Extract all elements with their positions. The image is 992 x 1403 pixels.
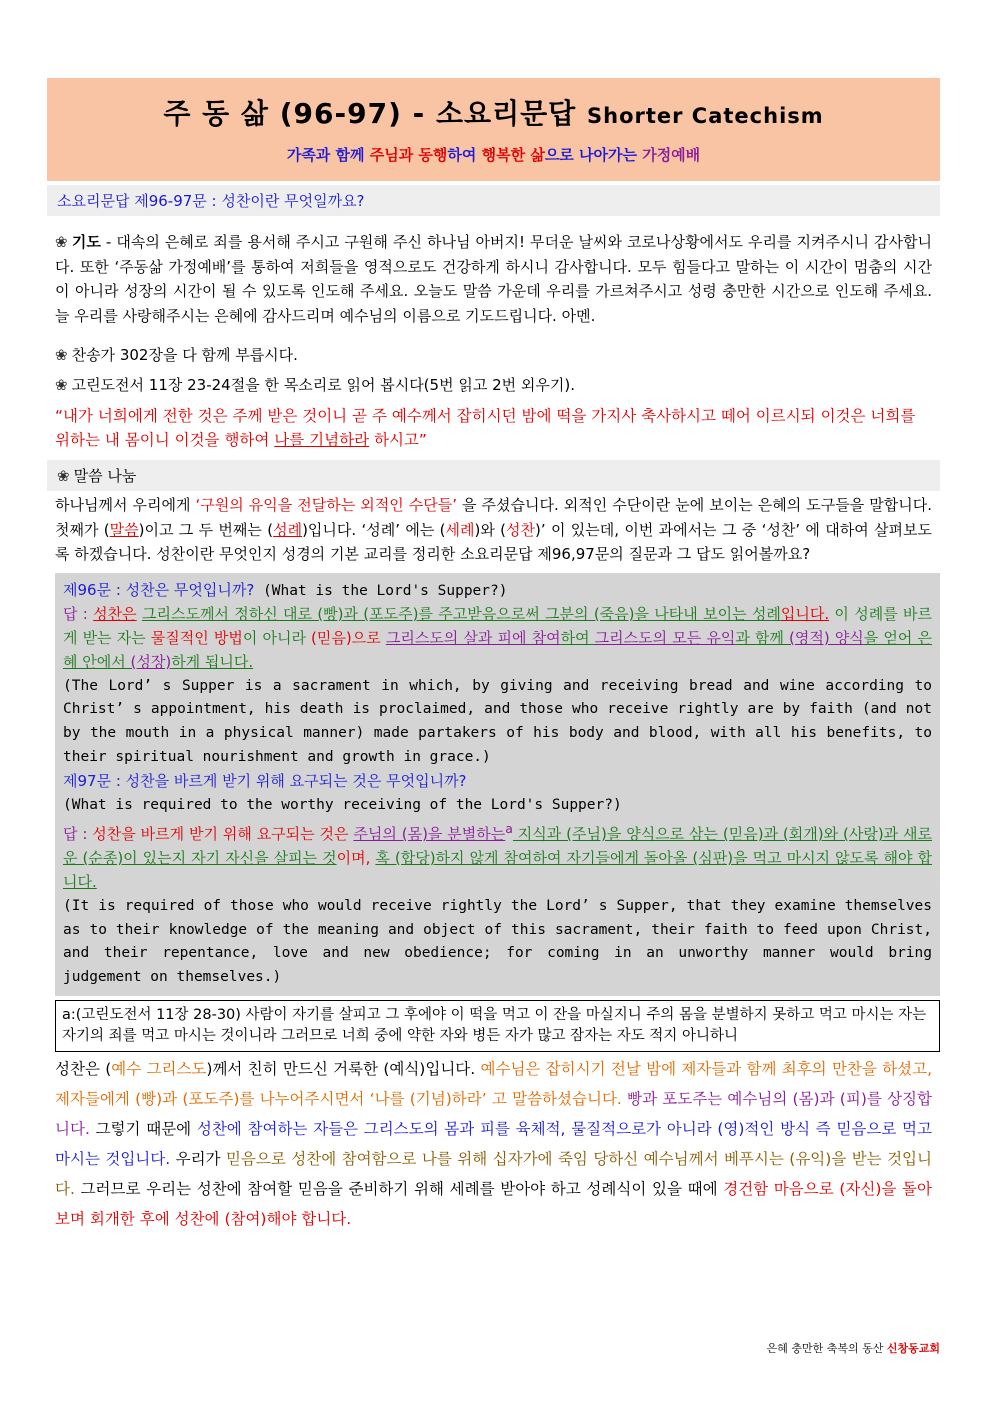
closing-run: 성찬은 (	[55, 1060, 112, 1079]
church-name: 신창동교회	[886, 1342, 940, 1355]
q97-english: (It is required of those who would receive rightly the Lord’ s Supper, that they examine themselves as to their knowledge of the meaning and object of this sacrament, their faith to feed upon Christ, and their repentance, love and new obedience; for coming in an unworthy manner would bring judgement on themselves.)	[63, 897, 932, 986]
subtitle-run: 가족과 함께	[286, 146, 370, 164]
subtitle-run: 으로 나아가는	[544, 146, 643, 164]
q96ans-run: 과 함께	[735, 629, 790, 648]
subtitle-run: 하여	[447, 146, 482, 164]
prayer-label: 기도	[71, 233, 101, 251]
closing-run: 예수 그리스도	[111, 1060, 207, 1079]
hymn-text: 찬송가 302장을 다 함께 부릅시다.	[71, 346, 298, 364]
closing-run: 경건함 마음으로 (자신)을 돌아보며 회개한 후에 성찬에 (참여)해야 합니다.	[55, 1180, 932, 1229]
q97-answer	[63, 817, 932, 894]
q96ans-run: 성찬은	[93, 605, 137, 624]
title-english: Shorter Catechism	[587, 104, 824, 128]
flower-icon: ❀	[55, 376, 68, 394]
sharing-run: )와 (	[474, 520, 507, 539]
q96ans-run: (믿음)으로	[311, 629, 381, 648]
q96ans-run: 입니다.	[780, 605, 830, 624]
footer: 은혜 충만한 축복의 동산 신창동교회	[766, 1342, 940, 1355]
closing-paragraph	[47, 1052, 940, 1234]
page	[47, 78, 940, 1234]
q96ans-run: 물질적인 방법	[150, 629, 243, 648]
flower-icon: ❀	[55, 346, 68, 364]
subtitle	[47, 144, 940, 165]
q96ans-run: 이 성례를 바르게 받는 자는	[63, 605, 932, 648]
sharing-run: )’ 이 있는데, 이번 과에서는 그 중 ‘성찬’ 에 대하여 살펴보도록 하겠습니다. 성찬이란 무엇인지 성경의 기본 교리를 정리한 소요리문답 제96,97문의 질문과 그 답도 읽어볼까요?	[55, 520, 933, 563]
q97ans-run: 성찬을 바르게 받기 위해 요구되는 것은	[92, 825, 354, 844]
q97-question: 제97문 : 성찬을 바르게 받기 위해 요구되는 것은 무엇입니까?	[63, 771, 467, 790]
page-title	[47, 78, 940, 132]
sharing-run: 말씀	[109, 520, 139, 539]
sharing-run: 세례	[445, 520, 475, 539]
q97ans-run: 주님의 (몸)을 분별하는	[353, 825, 506, 844]
q97ans-run: 이며,	[336, 849, 376, 868]
sharing-paragraph	[47, 493, 940, 567]
q97ans-run: 답 :	[63, 825, 93, 844]
prayer-paragraph	[47, 230, 940, 328]
section-title: 소요리문답 제96-97문 : 성찬이란 무엇일까요?	[47, 185, 940, 216]
sharing-run: 을 주셨습니다. 외적인 수단이란 눈에 보이는 은혜의 도구들을 말합니다. 첫째가 (	[55, 496, 932, 539]
q96ans-run: (성장)	[130, 652, 172, 671]
sharing-run: 성례	[273, 520, 303, 539]
closing-run: 성찬에 참여하는 자들은 그리스도의 몸과 피를 육체적, 물질적으로가 아니라 (영)적인 방식 즉 믿음으로 먹고 마시는 것입니다.	[55, 1120, 932, 1169]
q97ans-run: 혹 (합당)하지 않게 참여하여 자기들에게 돌아올 (심판)을 먹고 마시지 않도록 해야 합니다.	[63, 849, 933, 892]
hymn-line	[47, 342, 940, 368]
q96ans-run: 그리스도께서 정하신 대로 (빵)과 (포도주)를 주고받음으로써 그분의 (죽음)을 나타내 보이는 성례	[141, 605, 781, 624]
q97-english-question: (What is required to the worthy receiving of the Lord's Supper?)	[63, 796, 622, 813]
closing-run: 예수님은 잡히시기 전날 밤에 제자들과 함께 최후의 만찬을 하셨고, 제자들에게 (빵)과 (포도주)를 나누어주시면서 ‘나를 (기념)하라’ 고 말씀하셨습니다.	[55, 1060, 932, 1109]
q97ans-run: a	[505, 821, 513, 837]
header	[47, 78, 940, 181]
q97ans-run: 지식과 (주님)을 양식으로 삼는 (믿음)과 (회개)와 (사랑)과 새로운 (순종)이 있는지 자기 자신을 살피는 것	[63, 825, 933, 868]
q96ans-run: 그리스도의 모든 유익	[594, 629, 736, 648]
subtitle-run: 가정예배	[642, 146, 701, 164]
subtitle-run: 행복한 삶	[481, 146, 545, 164]
q96ans-run: 그리스도의 살과 피에 참여	[385, 629, 561, 648]
prayer-text: - 대속의 은혜로 죄를 용서해 주시고 구원해 주신 하나님 아버지! 무더운 날씨와 코로나상황에서도 우리를 지켜주시니 감사합니다. 또한 ‘주동삶 가정예배’를 통하여 저희들을 영적으로도 건강하게 하시니 감사합니다. 모두 힘들다고 말하는 이 시간이 멈춤의 시간이 아니라 성장의 시간이 될 수 있도록 인도해 주세요. 오늘도 말씀 가운데 우리를 가르쳐주시고 성령 충만한 시간으로 인도해 주세요. 늘 우리를 사랑해주시는 은혜에 감사드리며 예수님의 이름으로 기도드립니다. 아멘.	[55, 233, 932, 325]
q96ans-run: (영적) 양식	[789, 629, 864, 648]
scripture-text: 고린도전서 11장 23-24절을 한 목소리로 읽어 봅시다(5번 읽고 2번 외우기).	[71, 376, 575, 394]
q96ans-run: 하게 됩니다.	[171, 652, 254, 671]
scripture-quote: “내가 너희에게 전한 것은 주께 받은 것이니 곧 주 예수께서 잡히시던 밤에 떡을 가지사 축사하시고 떼어 이르시되 이것은 너희를 위하는 내 몸이니 이것을 행하여 나를 기념하라 하시고”	[55, 407, 916, 449]
q96-answer	[63, 603, 932, 674]
sharing-run: ‘구원의 유익을 전달하는 외적인 수단들’	[195, 496, 457, 514]
sharing-title-bar	[47, 460, 940, 491]
title-main: 주 동 삶 (96-97) - 소요리문답	[163, 97, 577, 130]
sharing-run: )이고 그 두 번째는 (	[138, 520, 274, 539]
sharing-run: 하나님께서 우리에게	[55, 496, 196, 514]
q96-question: 제96문 : 성찬은 무엇입니까? (What is the Lord's Supper?)	[63, 580, 508, 599]
closing-run: 우리가	[170, 1150, 226, 1169]
closing-run: 빵과 포도주는 예수님의 (몸)과 (피)를 상징합니다.	[55, 1090, 932, 1139]
flower-icon: ❀	[55, 233, 68, 251]
closing-run: 그러므로 우리는 성찬에 참여할 믿음을 준비하기 위해 세례를 받아야 하고 성례식이 있을 때에	[74, 1180, 724, 1199]
q96ans-run: 이 아니라	[242, 629, 312, 648]
q96ans-run: 답 :	[63, 605, 94, 624]
closing-run: )께서 친히 만드신 거룩한 (예식)입니다.	[206, 1060, 481, 1079]
catechism-box	[55, 573, 940, 997]
sharing-run: 성찬	[506, 520, 536, 539]
q96ans-run: 을 얻어 은혜 안에서	[63, 629, 932, 671]
closing-run: 그렇기 때문에	[89, 1120, 197, 1139]
q96-english: (The Lord’ s Supper is a sacrament in which, by giving and receiving bread and wine according to Christ’ s appointment, his death is proclaimed, and those who receive rightly are by faith (and not by the mouth in a physical manner) made partakers of his body and blood, with all his benefits, to their spiritual nourishment and growth in grace.)	[63, 677, 932, 766]
footnote-box: a:(고린도전서 11장 28-30) 사람이 자기를 살피고 그 후에야 이 떡을 먹고 이 잔을 마실지니 주의 몸을 분별하지 못하고 먹고 마시는 자는 자기의 죄를 먹고 마시는 것이니라 그러므로 너희 중에 약한 자와 병든 자가 많고 잠자는 자도 적지 아니하니	[55, 1000, 940, 1052]
subtitle-run: 주님과 동행	[369, 146, 448, 164]
closing-run: 믿음으로 성찬에 참여함으로 나를 위해 십자가에 죽임 당하신 예수님께서 베푸시는 (유익)을 받는 것입니다.	[55, 1150, 933, 1199]
sharing-run: )입니다. ‘성례’ 에는 (	[302, 520, 446, 539]
sharing-title: 말씀 나눔	[73, 467, 137, 485]
flower-icon: ❀	[57, 467, 70, 485]
q96ans-run: 하여	[560, 629, 595, 648]
scripture-line	[47, 372, 940, 398]
